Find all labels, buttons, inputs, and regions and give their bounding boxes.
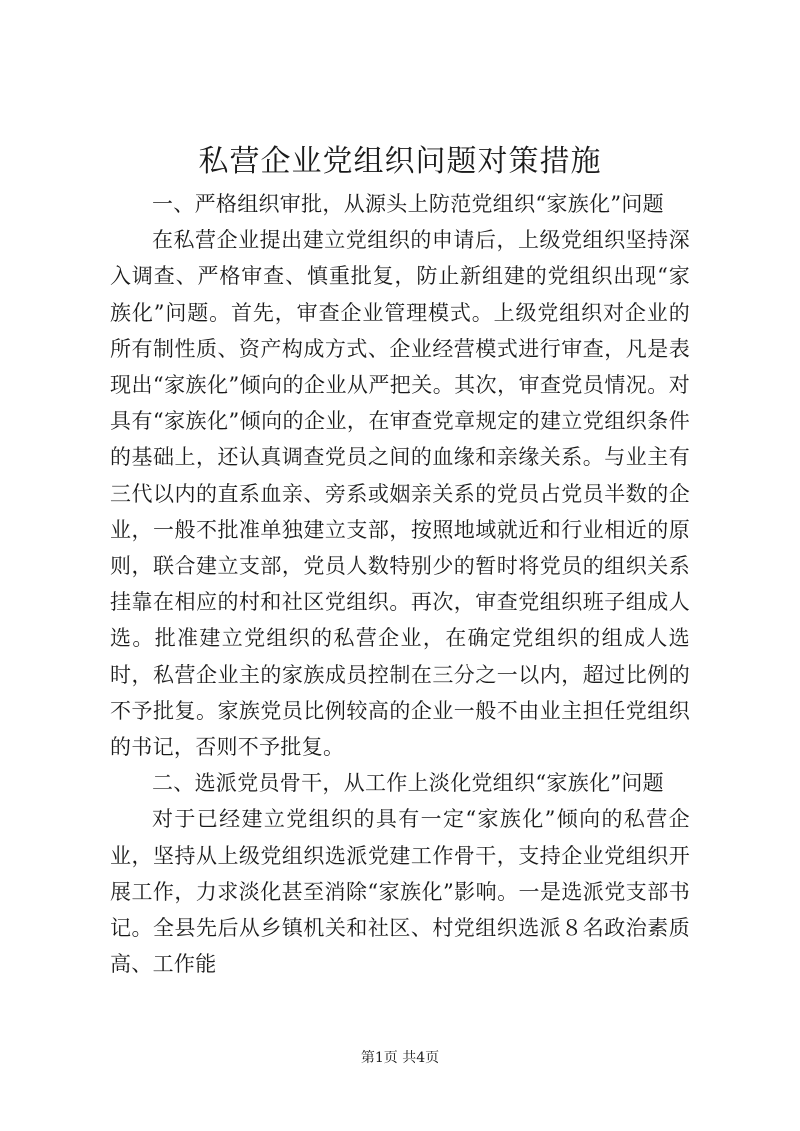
document-body <box>110 186 690 982</box>
page-footer <box>0 1048 800 1068</box>
document-title: 私营企业党组织问题对策措施 <box>198 144 602 179</box>
page-indicator: 第1页 共4页 <box>360 1050 440 1066</box>
section-heading-2: 二、选派党员骨干，从工作上淡化党组织“家族化”问题 <box>152 771 664 796</box>
section-paragraph-2: 对于已经建立党组织的具有一定“家族化”倾向的私营企业，坚持从上级党组织选派党建工作骨干，支持企业党组织开展工作，力求淡化甚至消除“家族化”影响。一是选派党支部书记。全县先后从乡镇机关和社区、村党组织选派８名政治素质高、工作能 <box>110 807 690 977</box>
section-heading-1: 一、严格组织审批，从源头上防范党组织“家族化”问题 <box>152 192 664 216</box>
section-paragraph-1: 在私营企业提出建立党组织的申请后，上级党组织坚持深入调查、严格审查、慎重批复，防止新组建的党组织出现“家族化”问题。首先，审查企业管理模式。上级党组织对企业的所有制性质、资产构成方式、企业经营模式进行审查，凡是表现出“家族化”倾向的企业从严把关。其次，审查党员情况。对具有“家族化”倾向的企业，在审查党章规定的建立党组织条件的基础上，还认真调查党员之间的血缘和亲缘关系。与业主有三代以内的直系血亲、旁系或姻亲关系的党员占党员半数的企业，一般不批准单独建立支部，按照地域就近和行业相近的原则，联合建立支部，党员人数特别少的暂时将党员的组织关系挂靠在相应的村和社区党组织。再次，审查党组织班子组成人选。批准建立党组织的私营企业，在确定党组织的组成人选时，私营企业主的家族成员控制在三分之一以内，超过比例的不予批复。家族党员比例较高的企业一般不由业主担任党组织的书记，否则不予批复。 <box>110 228 690 760</box>
